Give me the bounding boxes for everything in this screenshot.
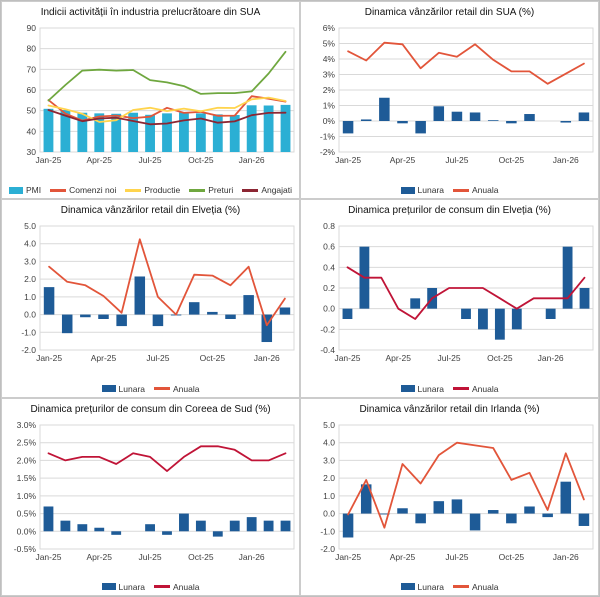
legend-swatch-anuala: [154, 585, 170, 588]
bar: [145, 524, 155, 531]
bar: [135, 277, 146, 315]
x-tick-label: Jul-25: [445, 551, 469, 562]
bar: [243, 295, 254, 314]
y-tick-label: 5%: [322, 38, 335, 49]
bar: [60, 520, 70, 531]
legend-label: Lunara: [417, 185, 444, 196]
x-tick-label: Jan-26: [253, 353, 280, 364]
x-axis-labels: [334, 353, 563, 363]
x-axis-labels: [35, 552, 264, 562]
panel-retail-usa: [300, 1, 599, 199]
bar: [415, 513, 426, 523]
x-tick-label: Jul-25: [445, 155, 469, 165]
x-axis-labels: [36, 353, 280, 363]
legend: [2, 582, 299, 592]
x-tick-label: Oct-25: [498, 155, 525, 165]
legend-label: Anuala: [173, 581, 200, 592]
bar: [179, 113, 189, 152]
bar-series-lunara: [44, 506, 291, 536]
y-tick-label: 2.0: [323, 472, 335, 483]
y-tick-label: 1%: [322, 100, 335, 111]
panel-ism-indices-usa: [1, 1, 300, 199]
x-tick-label: Apr-25: [90, 353, 117, 364]
bar: [452, 112, 463, 121]
y-tick-label: 50: [26, 105, 36, 116]
bar: [44, 287, 55, 314]
bar: [410, 299, 420, 309]
y-tick-label: 1.5%: [16, 472, 36, 483]
bar: [561, 121, 572, 123]
y-tick-label: 70: [26, 64, 36, 75]
legend-label: Angajati: [261, 185, 293, 196]
bar: [470, 112, 481, 121]
legend-item-preturi: [189, 185, 233, 195]
x-tick-label: Jul-25: [146, 353, 170, 364]
bar: [80, 315, 91, 318]
bar: [488, 510, 499, 514]
y-tick-label: 2.0%: [16, 455, 36, 466]
x-tick-label: Jul-25: [437, 353, 461, 364]
y-tick-label: 3.0: [24, 256, 36, 267]
x-tick-label: Oct-25: [487, 353, 513, 364]
y-axis-labels: [320, 420, 335, 554]
x-tick-label: Apr-25: [86, 551, 113, 562]
legend-item-anuala: [453, 384, 498, 394]
legend: [301, 582, 598, 592]
y-axis-labels: [320, 221, 335, 355]
y-tick-label: 1.0: [323, 490, 335, 501]
bar: [488, 120, 499, 121]
bar: [247, 517, 257, 531]
y-tick-label: 30: [26, 147, 36, 157]
bar: [153, 315, 164, 327]
cpi-elvetia-chart: [301, 200, 599, 368]
chart-title: Dinamica vânzărilor retail din SUA (%): [364, 7, 535, 18]
y-tick-label: -2.0: [21, 345, 36, 356]
bar: [264, 520, 274, 531]
y-tick-label: 60: [26, 85, 36, 95]
x-tick-label: Jan-25: [35, 551, 62, 562]
bar: [281, 520, 291, 531]
x-tick-label: Oct-25: [498, 551, 525, 562]
chart-title: Dinamica prețurilor de consum din Coreea de Sud (%): [30, 403, 271, 415]
gridlines: [339, 28, 593, 152]
y-tick-label: -0.4: [320, 345, 335, 356]
bar: [44, 109, 54, 152]
x-tick-label: Oct-25: [188, 155, 214, 165]
y-tick-label: 4.0: [24, 239, 36, 250]
bar: [162, 531, 172, 535]
legend: [2, 384, 299, 394]
legend-swatch-pmi: [9, 187, 23, 194]
bar: [179, 513, 189, 531]
bar: [361, 119, 372, 121]
y-tick-label: -1.0: [21, 327, 36, 338]
y-tick-label: 0.0: [24, 309, 36, 320]
bar: [62, 315, 73, 334]
y-tick-label: -1%: [319, 131, 335, 142]
legend-swatch-lunara: [401, 583, 415, 590]
y-axis-labels: [320, 23, 336, 157]
bar-series-lunara: [343, 98, 589, 134]
legend-swatch-anuala: [154, 387, 170, 390]
bar: [434, 501, 445, 513]
bar: [452, 499, 463, 513]
legend-label: Lunara: [417, 581, 444, 592]
ism-indices-chart: [2, 2, 300, 170]
legend-label: Lunara: [417, 383, 444, 394]
bar: [247, 105, 257, 152]
x-tick-label: Jan-25: [335, 551, 362, 562]
bar: [542, 513, 553, 517]
legend: [301, 185, 598, 195]
legend-label: PMI: [25, 185, 42, 196]
legend: [301, 384, 598, 394]
legend-swatch-anuala: [453, 387, 469, 390]
x-tick-label: Apr-25: [389, 551, 416, 562]
x-tick-label: Oct-25: [188, 551, 214, 562]
legend-swatch-anuala: [453, 189, 469, 192]
y-tick-label: -1.0: [320, 525, 335, 536]
bar: [506, 121, 517, 123]
legend-swatch-productie: [125, 189, 141, 192]
bar: [478, 309, 488, 330]
y-tick-label: 3%: [322, 69, 335, 80]
x-tick-label: Jan-26: [238, 155, 265, 165]
y-tick-label: 0.8: [323, 221, 335, 232]
legend-item-lunara: [401, 384, 444, 394]
legend-swatch-lunara: [401, 385, 415, 392]
y-tick-label: 2.0: [24, 274, 36, 285]
bar-series-lunara: [343, 247, 590, 340]
x-tick-label: Apr-25: [86, 155, 113, 165]
x-tick-label: Jan-25: [35, 155, 62, 165]
bar: [434, 106, 445, 121]
y-tick-label: 6%: [322, 23, 335, 33]
bar: [343, 121, 354, 133]
bar: [343, 513, 354, 537]
y-tick-label: -0.2: [320, 324, 335, 335]
legend-label: Productie: [144, 185, 181, 196]
legend-swatch-preturi: [189, 189, 205, 192]
bar: [579, 112, 590, 121]
bar: [580, 288, 590, 309]
chart-title: Dinamica prețurilor de consum din Elveția (%): [348, 205, 551, 217]
x-tick-label: Jan-26: [238, 551, 265, 562]
x-tick-label: Apr-25: [389, 155, 416, 165]
y-tick-label: 0.4: [323, 262, 335, 273]
y-tick-label: 2%: [322, 85, 335, 95]
y-axis-labels: [21, 221, 36, 355]
x-tick-label: Jan-25: [335, 155, 362, 165]
bar: [145, 115, 155, 152]
bar: [44, 506, 54, 531]
legend-label: Anuala: [173, 383, 200, 394]
bar: [546, 309, 556, 319]
panel-retail-elvetia: [1, 199, 300, 397]
bar: [213, 531, 223, 536]
x-tick-label: Jan-26: [552, 155, 579, 165]
legend-item-comenzi noi: [50, 185, 116, 195]
y-tick-label: 1.0%: [16, 490, 36, 501]
x-axis-labels: [335, 552, 579, 562]
legend-label: Lunara: [118, 581, 145, 592]
legend-label: Anuala: [472, 383, 499, 394]
bar: [196, 520, 206, 531]
x-tick-label: Apr-25: [385, 353, 412, 364]
chart-title: Indicii activității în industria prelucrătoare din SUA: [40, 7, 261, 18]
legend-item-lunara: [102, 582, 145, 592]
legend-item-lunara: [401, 582, 444, 592]
legend-item-anuala: [154, 384, 199, 394]
retail-irlanda-chart: [301, 399, 599, 567]
retail-elvetia-chart: [2, 200, 300, 368]
bar: [512, 309, 522, 330]
x-tick-label: Jan-26: [552, 551, 579, 562]
y-tick-label: 5.0: [323, 419, 335, 430]
legend-label: Lunara: [118, 383, 145, 394]
bar: [280, 308, 291, 315]
bar: [524, 114, 535, 121]
legend-swatch-lunara: [102, 583, 116, 590]
chart-title: Dinamica vânzărilor retail din Irlanda (%): [359, 403, 540, 415]
y-tick-label: 0.0%: [16, 525, 36, 536]
legend-swatch-anuala: [453, 585, 469, 588]
legend-swatch-comenzi noi: [50, 189, 66, 192]
legend-item-lunara: [102, 384, 145, 394]
x-axis-labels: [35, 155, 264, 165]
panel-retail-irlanda: [300, 398, 599, 596]
bar: [213, 114, 223, 152]
y-tick-label: -2%: [319, 147, 335, 157]
bar: [189, 302, 200, 314]
y-tick-label: 2.5%: [16, 437, 36, 448]
line-series-anuala: [49, 446, 286, 471]
x-tick-label: Jan-25: [36, 353, 63, 364]
y-axis-labels: [27, 23, 37, 157]
bar: [470, 513, 481, 530]
bar: [397, 121, 408, 123]
legend-swatch-lunara: [102, 385, 116, 392]
y-tick-label: -0.5%: [13, 543, 36, 554]
bar: [225, 315, 236, 319]
bar: [77, 524, 87, 531]
legend-item-anuala: [154, 582, 199, 592]
legend-swatch-lunara: [401, 187, 415, 194]
bar: [98, 315, 109, 319]
line-series-anuala: [348, 43, 584, 84]
y-tick-label: 1.0: [24, 292, 36, 303]
legend: [2, 185, 299, 195]
x-axis-labels: [335, 155, 579, 165]
legend-label: Comenzi noi: [69, 185, 117, 196]
x-tick-label: Jan-26: [537, 353, 564, 364]
bar: [495, 309, 505, 340]
legend-label: Preturi: [208, 185, 234, 196]
y-tick-label: 40: [26, 126, 36, 137]
y-tick-label: 3.0%: [16, 419, 36, 430]
retail-usa-chart: [301, 2, 599, 170]
bar: [207, 312, 218, 315]
legend-label: Anuala: [472, 185, 499, 196]
y-tick-label: 0%: [322, 116, 335, 126]
y-tick-label: -2.0: [320, 543, 335, 554]
y-tick-label: 0.0: [323, 303, 335, 314]
legend-item-anuala: [453, 185, 498, 195]
line-series-preturi: [49, 52, 286, 101]
panel-cpi-elvetia: [300, 199, 599, 397]
bar: [379, 98, 390, 121]
y-axis-labels: [14, 420, 37, 554]
bar: [397, 508, 408, 513]
bar: [111, 531, 121, 535]
legend-item-angajati: [242, 185, 292, 195]
y-tick-label: 80: [26, 43, 36, 54]
bar: [579, 513, 590, 525]
x-tick-label: Oct-25: [199, 353, 226, 364]
y-tick-label: 4%: [322, 54, 335, 64]
legend-item-anuala: [453, 582, 498, 592]
bar: [506, 513, 517, 523]
y-tick-label: 5.0: [24, 221, 36, 232]
y-tick-label: 4.0: [323, 437, 335, 448]
bar: [563, 247, 573, 309]
bar: [461, 309, 471, 319]
bar: [116, 315, 127, 327]
y-tick-label: 3.0: [323, 455, 335, 466]
bar: [343, 309, 353, 319]
x-tick-label: Jan-25: [334, 353, 361, 364]
legend-swatch-angajati: [242, 189, 258, 192]
y-tick-label: 0.5%: [16, 508, 36, 519]
y-tick-label: 0.6: [323, 241, 335, 252]
bar: [162, 113, 172, 152]
y-tick-label: 90: [26, 23, 36, 33]
y-tick-label: 0.2: [323, 283, 335, 294]
y-tick-label: 0.0: [323, 508, 335, 519]
bar: [230, 520, 240, 531]
bar: [561, 481, 572, 513]
chart-title: Dinamica vânzărilor retail din Elveția (%): [60, 205, 241, 217]
panel-cpi-coreea-de-sud: [1, 398, 300, 596]
bar-series-lunara: [343, 481, 589, 537]
legend-item-lunara: [401, 185, 444, 195]
bar: [524, 506, 535, 513]
x-tick-label: Jul-25: [138, 155, 162, 165]
legend-label: Anuala: [472, 581, 499, 592]
legend-item-pmi: [9, 185, 41, 195]
bar: [94, 527, 104, 531]
bar: [415, 121, 426, 133]
legend-item-productie: [125, 185, 180, 195]
cpi-coreea-chart: [2, 399, 300, 567]
x-tick-label: Jul-25: [138, 551, 162, 562]
